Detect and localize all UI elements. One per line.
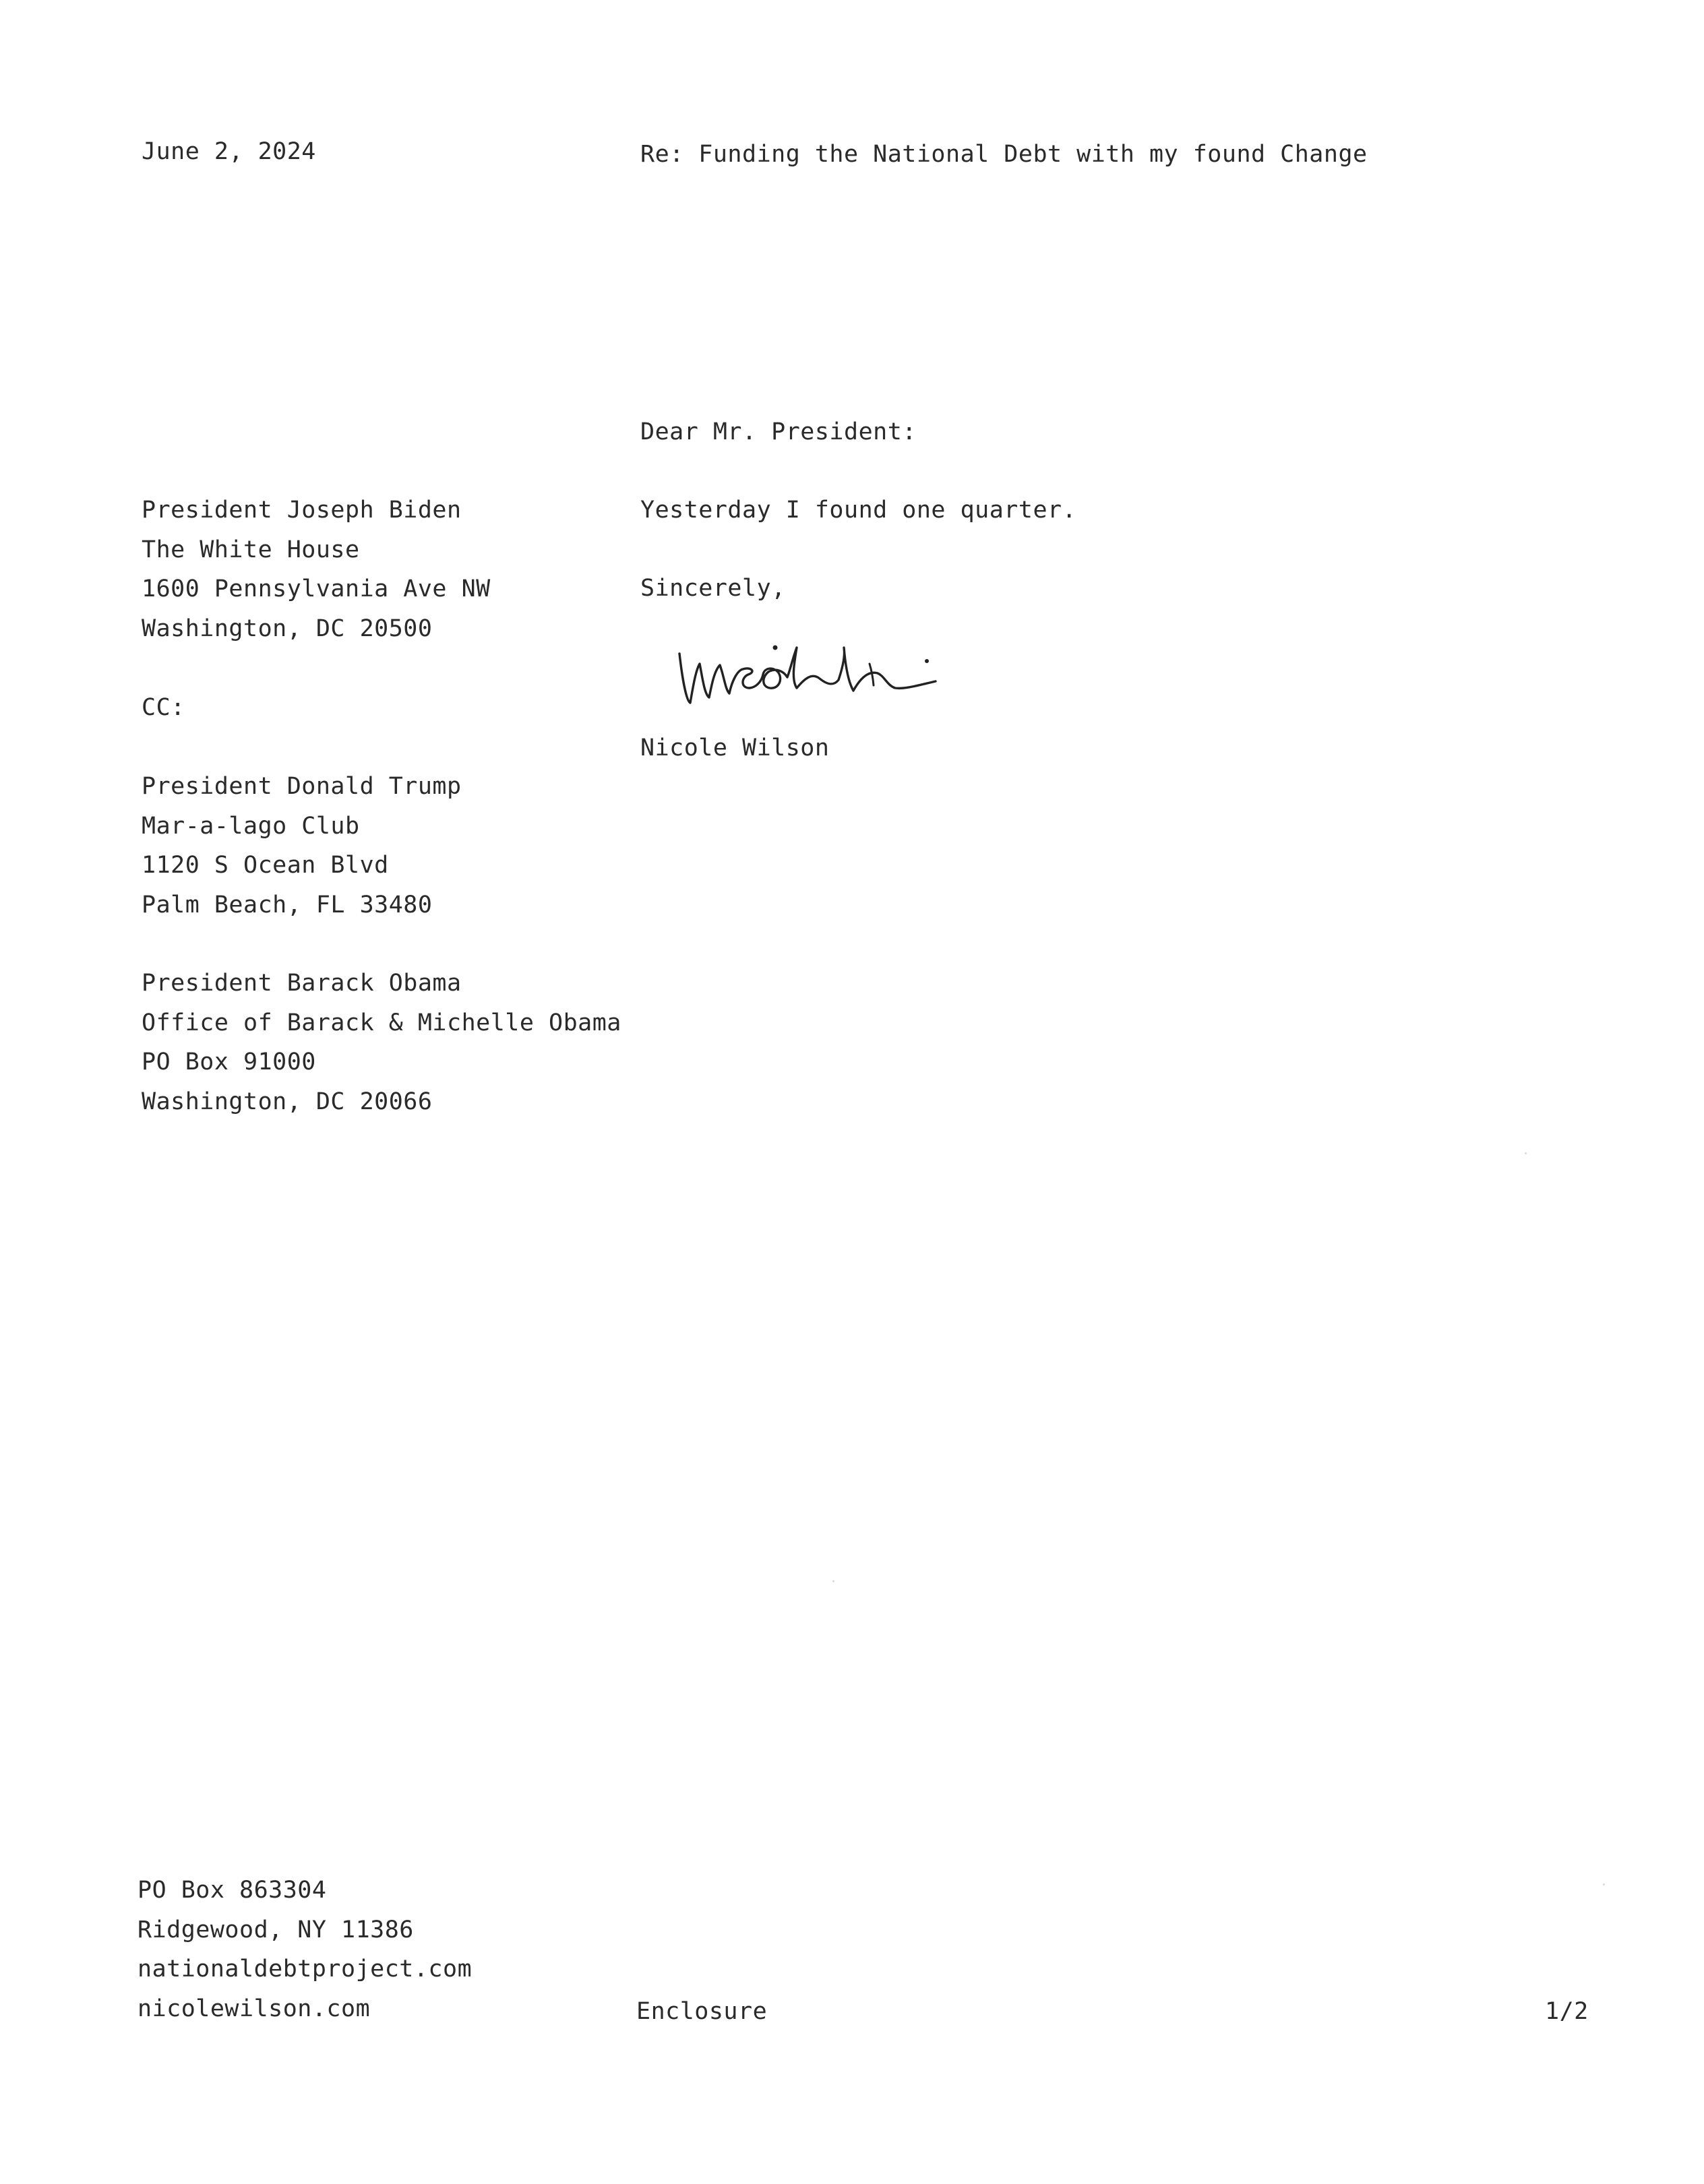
scan-speck	[832, 1580, 834, 1582]
address-line: 1120 S Ocean Blvd	[142, 852, 389, 879]
address-line: Washington, DC 20066	[142, 1088, 433, 1115]
letter-date: June 2, 2024	[142, 138, 316, 165]
recipient-address	[142, 491, 491, 648]
enclosure-note: Enclosure	[636, 1998, 768, 2025]
address-line: Washington, DC 20500	[142, 615, 433, 642]
letter-subject: Re: Funding the National Debt with my found Change	[640, 141, 1368, 168]
address-line: Mar-a-lago Club	[142, 812, 360, 840]
closing: Sincerely,	[640, 575, 786, 602]
address-line: Office of Barack & Michelle Obama	[142, 1009, 621, 1036]
page-number: 1/2	[1545, 1998, 1589, 2025]
signer-name: Nicole Wilson	[640, 735, 830, 761]
footer-line: PO Box 863304	[138, 1877, 327, 1904]
footer-line: Ridgewood, NY 11386	[138, 1916, 414, 1943]
address-line: President Joseph Biden	[142, 497, 462, 524]
address-line: President Donald Trump	[142, 773, 462, 800]
address-line: The White House	[142, 536, 360, 563]
footer-line: nationaldebtproject.com	[138, 1956, 473, 1983]
address-line: 1600 Pennsylvania Ave NW	[142, 575, 491, 602]
address-line: President Barack Obama	[142, 970, 462, 997]
address-line: PO Box 91000	[142, 1049, 316, 1075]
cc-label: CC:	[142, 694, 185, 721]
letter-body: Yesterday I found one quarter.	[640, 497, 1077, 524]
signature	[667, 623, 984, 718]
cc-recipient-address	[142, 767, 462, 925]
address-line: Palm Beach, FL 33480	[142, 891, 433, 918]
footer-line: nicolewilson.com	[138, 1995, 371, 2022]
scan-speck	[1525, 1152, 1527, 1154]
return-address	[138, 1871, 472, 2028]
salutation: Dear Mr. President:	[640, 418, 917, 445]
cc-recipient-address	[142, 964, 621, 1121]
scan-speck	[1603, 1883, 1605, 1885]
